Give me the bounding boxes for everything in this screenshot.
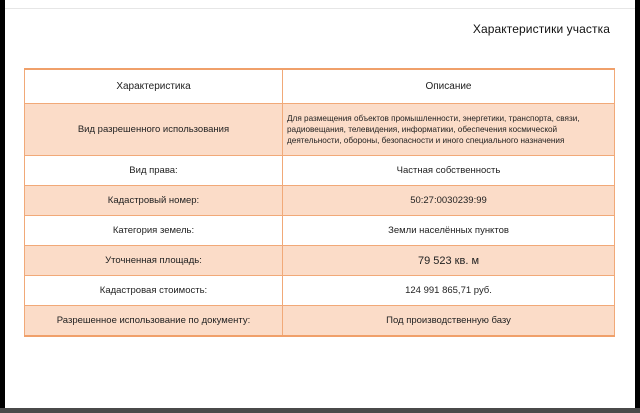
cell-characteristic: Разрешенное использование по документу: — [25, 306, 283, 337]
cell-description: Частная собственность — [283, 156, 615, 186]
cell-description: 124 991 865,71 руб. — [283, 276, 615, 306]
table-row — [25, 186, 615, 216]
cell-description: Под производственную базу — [283, 306, 615, 337]
table-row — [25, 246, 615, 276]
cell-description: 50:27:0030239:99 — [283, 186, 615, 216]
cell-characteristic: Уточненная площадь: — [25, 246, 283, 276]
cell-characteristic: Кадастровый номер: — [25, 186, 283, 216]
table-row — [25, 276, 615, 306]
cell-characteristic: Вид разрешенного использования — [25, 104, 283, 156]
header-characteristic: Характеристика — [25, 69, 283, 104]
window-right-border — [635, 0, 640, 413]
table-row — [25, 104, 615, 156]
header-description: Описание — [283, 69, 615, 104]
cell-description: Для размещения объектов промышленности, энергетики, транспорта, связи, радиовещания, телевидения, информатики, обеспечения космической деятельности, обороны, безопасности и иного специального назначения — [283, 104, 615, 156]
cell-characteristic: Категория земель: — [25, 216, 283, 246]
cell-description: Земли населённых пунктов — [283, 216, 615, 246]
window-left-border — [0, 0, 5, 413]
window-top-bar — [0, 0, 640, 9]
table-header-row — [25, 69, 615, 104]
cell-characteristic: Вид права: — [25, 156, 283, 186]
table-row — [25, 216, 615, 246]
cell-description: 79 523 кв. м — [283, 246, 615, 276]
table-row — [25, 156, 615, 186]
window-bottom-border — [0, 408, 640, 413]
table-row — [25, 306, 615, 337]
document-title: Характеристики участка — [472, 22, 610, 36]
characteristics-table — [24, 68, 615, 337]
cell-characteristic: Кадастровая стоимость: — [25, 276, 283, 306]
